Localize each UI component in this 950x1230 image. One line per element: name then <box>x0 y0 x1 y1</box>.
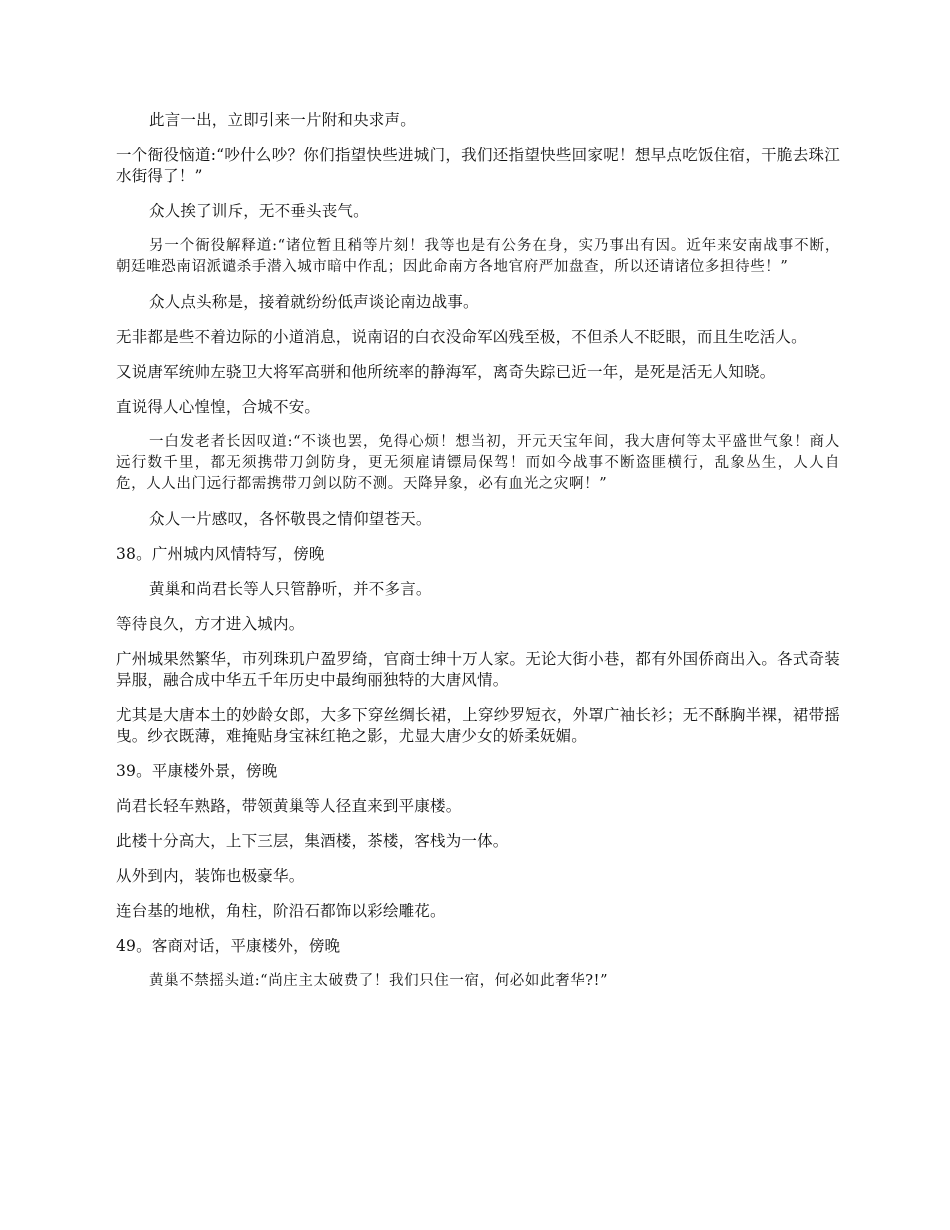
paragraph: 此言一出，立即引来一片附和央求声。 <box>149 111 416 129</box>
scene-heading: 38。广州城内风情特写，傍晚 <box>116 545 325 563</box>
paragraph: 黄巢和尚君长等人只管静听，并不多言。 <box>149 580 432 598</box>
paragraph: 等待良久，方才进入城内。 <box>116 615 305 633</box>
paragraph: 又说唐军统帅左骁卫大将军高骈和他所统率的静海军，离奇失踪已近一年，是死是活无人知晓。 <box>116 363 776 381</box>
paragraph: 从外到内，装饰也极豪华。 <box>116 867 305 885</box>
paragraph: 另一个衙役解释道:“诸位暂且稍等片刻！我等也是有公务在身，实乃事出有因。近年来安南战事不断，朝廷唯恐南诏派谴杀手潜入城市暗中作乱；因此命南方各地官府严加盘查，所以还请诸位多担待些！” <box>116 238 840 275</box>
paragraph: 众人点头称是，接着就纷纷低声谈论南边战事。 <box>149 293 479 311</box>
paragraph: 此楼十分高大，上下三层，集酒楼，茶楼，客栈为一体。 <box>116 832 509 850</box>
scene-heading: 39。平康楼外景，傍晚 <box>116 762 278 780</box>
paragraph: 尚君长轻车熟路，带领黄巢等人径直来到平康楼。 <box>116 797 462 815</box>
paragraph: 连台基的地栿，角柱，阶沿石都饰以彩绘雕花。 <box>116 902 446 920</box>
document-body <box>116 110 840 1006</box>
paragraph: 黄巢不禁摇头道:“尚庄主太破费了！我们只住一宿，何必如此奢华?!” <box>149 973 609 989</box>
paragraph: 尤其是大唐本土的妙龄女郎，大多下穿丝绸长裙，上穿纱罗短衣，外罩广袖长衫；无不酥胸半裸，裙带摇曳。纱衣既薄，难掩贴身宝袜红艳之影，尤显大唐少女的娇柔妩媚。 <box>116 706 840 745</box>
paragraph: 一个衙役恼道:“吵什么吵？你们指望快些进城门，我们还指望快些回家呢！想早点吃饭住宿，干脆去珠江水街得了！” <box>116 146 840 185</box>
paragraph: 直说得人心惶惶，合城不安。 <box>116 398 321 416</box>
paragraph: 众人一片感叹，各怀敬畏之情仰望苍天。 <box>149 510 432 528</box>
paragraph: 一白发老者长因叹道:“不谈也罢，免得心烦！想当初，开元天宝年间，我大唐何等太平盛世气象！商人远行数千里，都无须携带刀剑防身，更无须雇请镖局保驾！而如今战事不断盗匪横行，乱象丛生，人人自危，人人出门远行都需携带刀剑以防不测。天降异象，必有血光之灾啊！” <box>116 434 840 492</box>
paragraph: 无非都是些不着边际的小道消息，说南诏的白衣没命军凶残至极，不但杀人不眨眼，而且生吃活人。 <box>116 328 807 346</box>
scene-heading: 49。客商对话，平康楼外，傍晚 <box>116 937 341 955</box>
paragraph: 众人挨了训斥，无不垂头丧气。 <box>149 202 369 220</box>
paragraph: 广州城果然繁华，市列珠玑户盈罗绮，官商士绅十万人家。无论大街小巷，都有外国侨商出入。各式奇装异服，融合成中华五千年历史中最绚丽独特的大唐风情。 <box>116 650 840 689</box>
